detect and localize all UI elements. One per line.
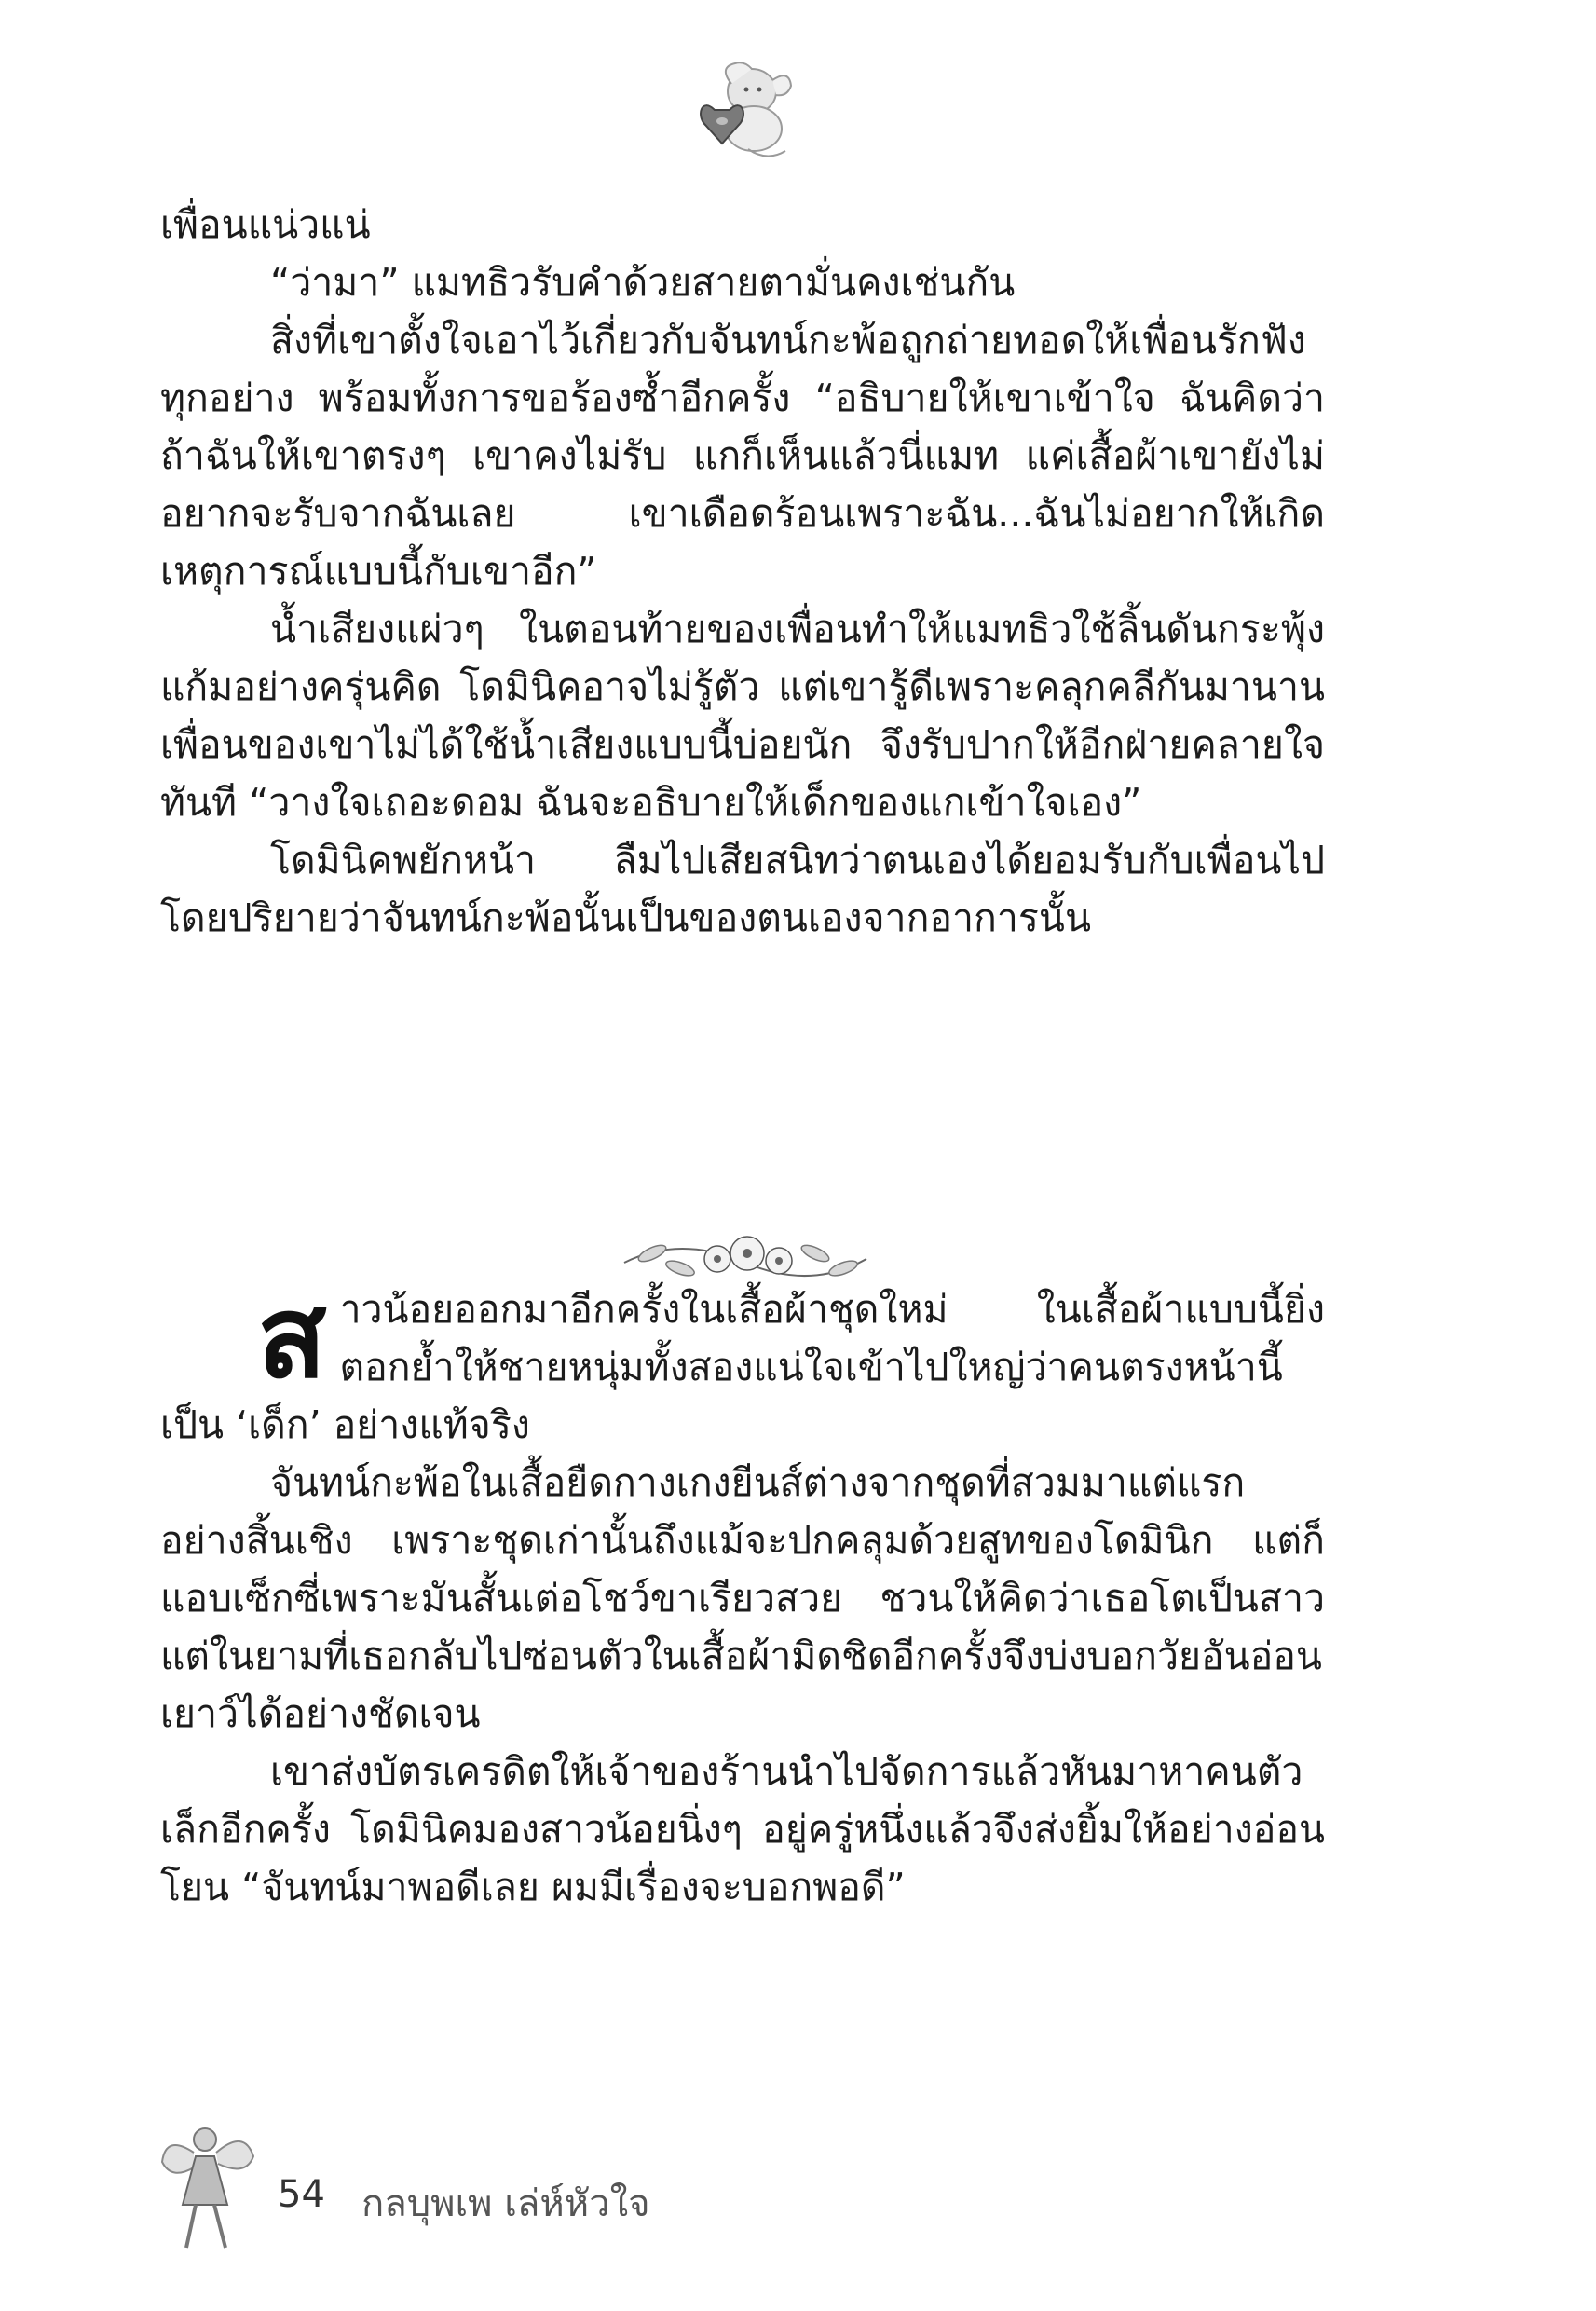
book-title: กลบุพเพ เล่ห์หัวใจ <box>361 2182 650 2225</box>
cherub-heart-icon <box>694 56 797 163</box>
paragraph: เพื่อนแน่วแน่ <box>160 202 371 247</box>
paragraph: “ว่ามา” แมทธิวรับคำด้วยสายตามั่นคงเช่นกัน <box>270 260 1016 305</box>
section-first-paragraph <box>160 1271 1325 1454</box>
fairy-icon <box>158 2115 261 2255</box>
paragraph: โดมินิคพยักหน้า ลืมไปเสียสนิทว่าตนเองได้ยอมรับกับเพื่อนไปโดยปริยายว่าจันทน์กะพ้อนั้นเป็นของตนเองจากอาการนั้น <box>160 838 1325 940</box>
paragraph: จันทน์กะพ้อในเสื้อยืดกางเกงยีนส์ต่างจากชุดที่สวมมาแต่แรกอย่างสิ้นเชิง เพราะชุดเก่านั้นถึงแม้จะปกคลุมด้วยสูทของโดมินิก แต่ก็แอบเซ็กซี่เพราะมันสั้นเต่อโชว์ขาเรียวสวย ชวนให้คิดว่าเธอโตเป็นสาวแต่ในยามที่เธอกลับไปซ่อนตัวในเสื้อผ้ามิดชิดอีกครั้งจึงบ่งบอกวัยอันอ่อนเยาว์ได้อย่างชัดเจน <box>160 1460 1325 1736</box>
paragraph: น้ำเสียงแผ่วๆ ในตอนท้ายของเพื่อนทำให้แมทธิวใช้ลิ้นดันกระพุ้งแก้มอย่างครุ่นคิด โดมินิคอาจไม่รู้ตัว แต่เขารู้ดีเพราะคลุกคลีกันมานาน เพื่อนของเขาไม่ได้ใช้น้ำเสียงแบบนี้บ่อยนัก จึงรับปากให้อีกฝ่ายคลายใจทันที “วางใจเถอะดอม ฉันจะอธิบายให้เด็กของแกเข้าใจเอง” <box>160 607 1325 825</box>
body-text-top <box>160 196 1325 947</box>
paragraph: เขาส่งบัตรเครดิตให้เจ้าของร้านนำไปจัดการแล้วหันมาหาคนตัวเล็กอีกครั้ง โดมินิคมองสาวน้อยนิ่งๆ อยู่ครู่หนึ่งแล้วจึงส่งยิ้มให้อย่างอ่อนโยน “จันทน์มาพอดีเลย ผมมีเรื่องจะบอกพอดี” <box>160 1749 1325 1909</box>
page-footer <box>158 2115 811 2255</box>
drop-cap: ส <box>257 1271 327 1403</box>
page-number: 54 <box>278 2173 325 2216</box>
body-text-bottom <box>160 1271 1325 1916</box>
paragraph: สิ่งที่เขาตั้งใจเอาไว้เกี่ยวกับจันทน์กะพ้อถูกถ่ายทอดให้เพื่อนรักฟังทุกอย่าง พร้อมทั้งการขอร้องซ้ำอีกครั้ง “อธิบายให้เขาเข้าใจ ฉันคิดว่าถ้าฉันให้เขาตรงๆ เขาคงไม่รับ แกก็เห็นแล้วนี่แมท แค่เสื้อผ้าเขายังไม่อยากจะรับจากฉันเลย เขาเดือดร้อนเพราะฉัน...ฉันไม่อยากให้เกิดเหตุการณ์แบบนี้กับเขาอีก” <box>160 318 1325 594</box>
section-first-text: าวน้อยออกมาอีกครั้งในเสื้อผ้าชุดใหม่ ในเสื้อผ้าแบบนี้ยิ่งตอกย้ำให้ชายหนุ่มทั้งสองแน่ใจเข้าไปใหญ่ว่าคนตรงหน้านี้เป็น ‘เด็ก’ อย่างแท้จริง <box>160 1287 1325 1447</box>
